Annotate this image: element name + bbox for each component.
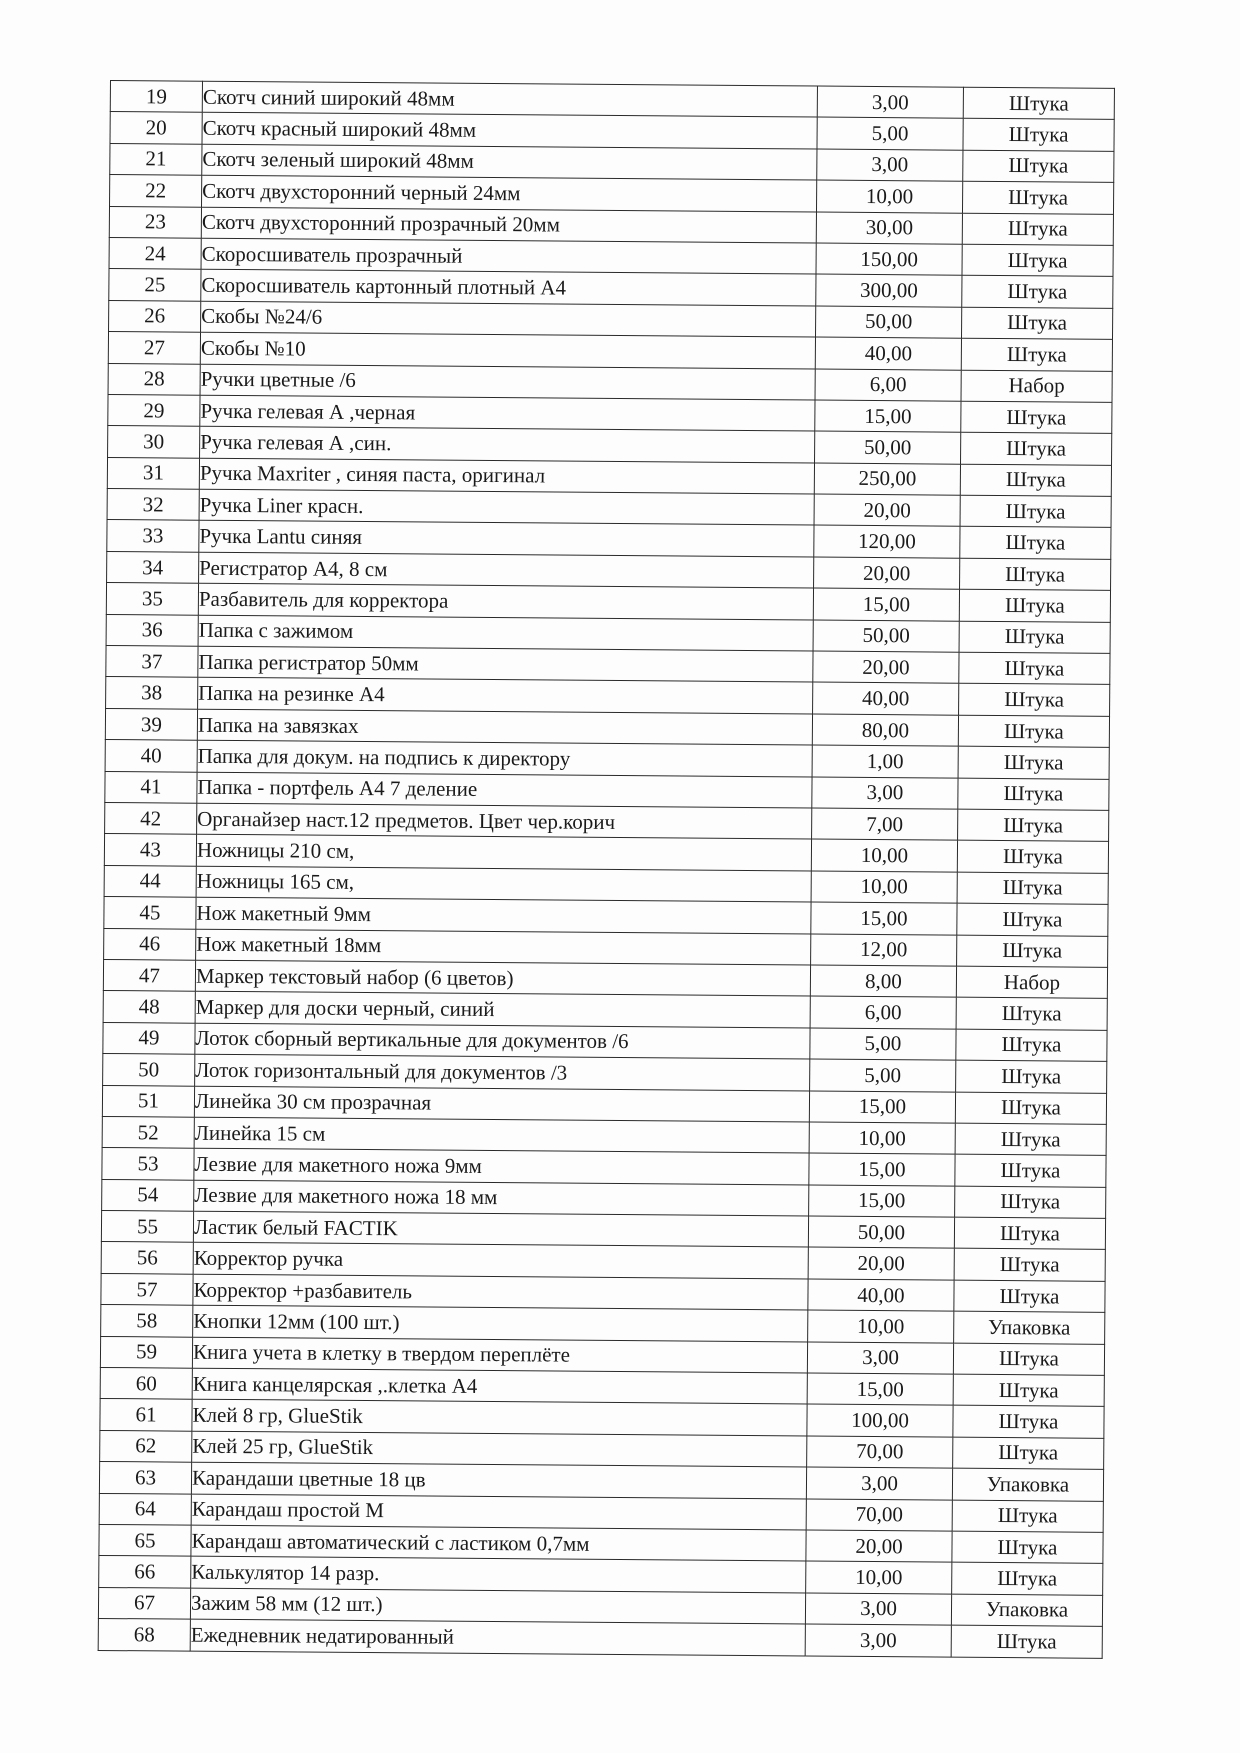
unit-cell: Штука [962,213,1113,246]
unit-cell: Штука [962,181,1113,214]
unit-cell: Штука [963,87,1114,120]
unit-cell: Штука [961,307,1112,340]
unit-cell: Штука [951,1625,1102,1658]
row-number-cell: 21 [110,143,202,175]
unit-cell: Набор [956,966,1107,999]
row-number-cell: 55 [101,1211,193,1243]
row-number-cell: 57 [101,1273,193,1305]
quantity-cell: 300,00 [816,274,962,307]
quantity-cell: 10,00 [806,1561,952,1594]
quantity-cell: 15,00 [811,902,957,935]
quantity-cell: 5,00 [810,1059,956,1092]
unit-cell: Штука [955,1092,1106,1125]
item-name-cell: Лезвие для макетного ножа 9мм [194,1148,809,1184]
quantity-cell: 15,00 [813,588,959,621]
item-name-cell: Клей 8 гр, GlueStik [192,1400,807,1436]
row-number-cell: 59 [100,1336,192,1368]
item-name-cell: Папка с зажимом [198,615,813,651]
unit-cell: Штука [958,746,1109,779]
unit-cell: Штука [957,872,1108,905]
unit-cell: Штука [954,1217,1105,1250]
unit-cell: Штука [957,841,1108,874]
item-name-cell: Разбавитель для корректора [198,583,813,619]
row-number-cell: 60 [100,1367,192,1399]
row-number-cell: 29 [108,394,200,426]
row-number-cell: 38 [106,677,198,709]
quantity-cell: 40,00 [813,682,959,715]
quantity-cell: 6,00 [810,996,956,1029]
item-name-cell: Папка для докум. на подпись к директору [197,740,812,776]
item-name-cell: Нож макетный 18мм [196,929,811,965]
quantity-cell: 100,00 [807,1404,953,1437]
row-number-cell: 36 [106,614,198,646]
row-number-cell: 37 [106,646,198,678]
quantity-cell: 15,00 [807,1373,953,1406]
item-name-cell: Зажим 58 мм (12 шт.) [190,1588,805,1624]
row-number-cell: 32 [107,489,199,521]
item-name-cell: Корректор +разбавитель [193,1274,808,1310]
item-name-cell: Скоросшиватель картонный плотный А4 [201,270,816,306]
item-name-cell: Органайзер наст.12 предметов. Цвет чер.корич [197,803,812,839]
row-number-cell: 22 [110,175,202,207]
quantity-cell: 80,00 [812,714,958,747]
item-name-cell: Линейка 15 см [194,1117,809,1153]
item-name-cell: Скобы №24/6 [201,301,816,337]
quantity-cell: 20,00 [814,494,960,527]
item-name-cell: Ручка гелевая А ,син. [200,427,815,463]
quantity-cell: 20,00 [806,1530,952,1563]
quantity-cell: 6,00 [815,369,961,402]
row-number-cell: 47 [103,959,195,991]
unit-cell: Штука [960,558,1111,591]
quantity-cell: 40,00 [808,1279,954,1312]
quantity-cell: 50,00 [815,431,961,464]
quantity-cell: 15,00 [809,1091,955,1124]
row-number-cell: 43 [104,834,196,866]
items-table [98,80,1115,1658]
row-number-cell: 39 [105,708,197,740]
quantity-cell: 70,00 [807,1436,953,1469]
item-name-cell: Книга канцелярская ,.клетка А4 [192,1368,807,1404]
unit-cell: Штука [953,1374,1104,1407]
item-name-cell: Ежедневник недатированный [190,1619,805,1655]
unit-cell: Штука [952,1563,1103,1596]
row-number-cell: 44 [104,865,196,897]
quantity-cell: 15,00 [809,1153,955,1186]
unit-cell: Штука [960,464,1111,497]
item-name-cell: Скотч зеленый широкий 48мм [202,144,817,180]
unit-cell: Штука [957,903,1108,936]
unit-cell: Штука [961,401,1112,434]
row-number-cell: 34 [107,551,199,583]
unit-cell: Штука [962,244,1113,277]
row-number-cell: 30 [108,426,200,458]
unit-cell: Штука [954,1249,1105,1282]
quantity-cell: 10,00 [811,839,957,872]
unit-cell: Штука [953,1437,1104,1470]
item-name-cell: Папка регистратор 50мм [198,646,813,682]
unit-cell: Штука [963,119,1114,152]
quantity-cell: 3,00 [806,1467,952,1500]
quantity-cell: 3,00 [805,1624,951,1657]
item-name-cell: Скотч двухсторонний черный 24мм [202,175,817,211]
item-name-cell: Папка - портфель А4 7 деление [197,772,812,808]
quantity-cell: 10,00 [811,871,957,904]
row-number-cell: 45 [104,897,196,929]
item-name-cell: Ручка Liner красн. [199,489,814,525]
item-name-cell: Ручка Lantu синяя [199,521,814,557]
item-name-cell: Линейка 30 см прозрачная [194,1086,809,1122]
unit-cell: Штука [954,1280,1105,1313]
quantity-cell: 120,00 [814,526,960,559]
row-number-cell: 46 [104,928,196,960]
quantity-cell: 50,00 [816,306,962,339]
row-number-cell: 33 [107,520,199,552]
item-name-cell: Скобы №10 [200,332,815,368]
row-number-cell: 41 [105,771,197,803]
quantity-cell: 20,00 [813,651,959,684]
row-number-cell: 61 [100,1399,192,1431]
row-number-cell: 65 [99,1524,191,1556]
quantity-cell: 3,00 [817,149,963,182]
quantity-cell: 250,00 [814,463,960,496]
row-number-cell: 68 [98,1619,190,1651]
row-number-cell: 42 [105,802,197,834]
quantity-cell: 70,00 [806,1499,952,1532]
item-name-cell: Лезвие для макетного ножа 18 мм [194,1180,809,1216]
item-name-cell: Ручка гелевая А ,черная [200,395,815,431]
quantity-cell: 3,00 [817,86,963,119]
unit-cell: Штука [961,432,1112,465]
item-name-cell: Ножницы 210 см, [196,835,811,871]
row-number-cell: 27 [108,332,200,364]
quantity-cell: 3,00 [812,777,958,810]
row-number-cell: 58 [101,1305,193,1337]
row-number-cell: 64 [99,1493,191,1525]
quantity-cell: 3,00 [807,1342,953,1375]
quantity-cell: 12,00 [811,934,957,967]
row-number-cell: 25 [109,269,201,301]
item-name-cell: Скоросшиватель прозрачный [201,238,816,274]
unit-cell: Упаковка [954,1311,1105,1344]
item-name-cell: Ручка Maxriter , синяя паста, оригинал [199,458,814,494]
item-name-cell: Скотч красный широкий 48мм [202,113,817,149]
unit-cell: Штука [953,1343,1104,1376]
row-number-cell: 28 [108,363,200,395]
row-number-cell: 35 [106,583,198,615]
unit-cell: Штука [959,589,1110,622]
unit-cell: Упаковка [952,1468,1103,1501]
unit-cell: Штука [960,527,1111,560]
quantity-cell: 1,00 [812,745,958,778]
unit-cell: Штука [960,495,1111,528]
quantity-cell: 50,00 [808,1216,954,1249]
quantity-cell: 20,00 [808,1247,954,1280]
quantity-cell: 5,00 [817,117,963,150]
unit-cell: Штука [956,1060,1107,1093]
unit-cell: Штука [952,1531,1103,1564]
item-name-cell: Книга учета в клетку в твердом переплёте [192,1337,807,1373]
item-name-cell: Карандаши цветные 18 цв [191,1462,806,1498]
item-name-cell: Папка на завязках [197,709,812,745]
row-number-cell: 20 [110,112,202,144]
row-number-cell: 49 [103,1022,195,1054]
item-name-cell: Карандаш автоматический с ластиком 0,7мм [191,1525,806,1561]
item-name-cell: Нож макетный 9мм [196,897,811,933]
quantity-cell: 30,00 [816,212,962,245]
unit-cell: Штука [959,652,1110,685]
unit-cell: Штука [953,1406,1104,1439]
table-row [98,1619,1102,1658]
row-number-cell: 24 [109,237,201,269]
item-name-cell: Кнопки 12мм (100 шт.) [193,1305,808,1341]
row-number-cell: 54 [102,1179,194,1211]
item-name-cell: Папка на резинке А4 [198,678,813,714]
quantity-cell: 50,00 [813,620,959,653]
unit-cell: Штука [956,1029,1107,1062]
row-number-cell: 53 [102,1148,194,1180]
item-name-cell: Калькулятор 14 разр. [191,1557,806,1593]
unit-cell: Штука [956,998,1107,1031]
unit-cell: Штука [958,715,1109,748]
item-name-cell: Ручки цветные /6 [200,364,815,400]
unit-cell: Упаковка [951,1594,1102,1627]
unit-cell: Штука [959,684,1110,717]
unit-cell: Штука [961,338,1112,371]
unit-cell: Набор [961,370,1112,403]
row-number-cell: 23 [109,206,201,238]
item-name-cell: Клей 25 гр, GlueStik [192,1431,807,1467]
unit-cell: Штука [952,1500,1103,1533]
row-number-cell: 56 [101,1242,193,1274]
item-name-cell: Ножницы 165 см, [196,866,811,902]
unit-cell: Штука [962,276,1113,309]
quantity-cell: 10,00 [816,180,962,213]
row-number-cell: 19 [110,81,202,113]
unit-cell: Штука [955,1186,1106,1219]
unit-cell: Штука [958,778,1109,811]
quantity-cell: 8,00 [810,965,956,998]
quantity-cell: 20,00 [814,557,960,590]
item-name-cell: Маркер текстовый набор (6 цветов) [195,960,810,996]
row-number-cell: 51 [102,1085,194,1117]
item-name-cell: Лоток сборный вертикальные для документов /6 [195,1023,810,1059]
row-number-cell: 66 [99,1556,191,1588]
item-name-cell: Ластик белый FACTIK [193,1211,808,1247]
quantity-cell: 3,00 [805,1593,951,1626]
unit-cell: Штука [963,150,1114,183]
row-number-cell: 63 [99,1462,191,1494]
quantity-cell: 10,00 [809,1122,955,1155]
row-number-cell: 40 [105,740,197,772]
items-table-body [98,81,1114,1658]
item-name-cell: Регистратор А4, 8 см [199,552,814,588]
quantity-cell: 10,00 [808,1310,954,1343]
quantity-cell: 7,00 [812,808,958,841]
row-number-cell: 67 [98,1587,190,1619]
row-number-cell: 48 [103,991,195,1023]
unit-cell: Штука [955,1123,1106,1156]
row-number-cell: 52 [102,1116,194,1148]
row-number-cell: 50 [103,1054,195,1086]
item-name-cell: Скотч двухсторонний прозрачный 20мм [201,207,816,243]
unit-cell: Штука [959,621,1110,654]
quantity-cell: 40,00 [815,337,961,370]
quantity-cell: 150,00 [816,243,962,276]
item-name-cell: Маркер для доски черный, синий [195,992,810,1028]
unit-cell: Штука [955,1154,1106,1187]
unit-cell: Штука [957,935,1108,968]
quantity-cell: 15,00 [815,400,961,433]
row-number-cell: 62 [100,1430,192,1462]
quantity-cell: 5,00 [810,1028,956,1061]
item-name-cell: Скотч синий широкий 48мм [202,81,817,117]
item-name-cell: Карандаш простой М [191,1494,806,1530]
row-number-cell: 26 [109,300,201,332]
row-number-cell: 31 [107,457,199,489]
item-name-cell: Корректор ручка [193,1243,808,1279]
quantity-cell: 15,00 [809,1185,955,1218]
item-name-cell: Лоток горизонтальный для документов /3 [195,1054,810,1090]
unit-cell: Штука [958,809,1109,842]
